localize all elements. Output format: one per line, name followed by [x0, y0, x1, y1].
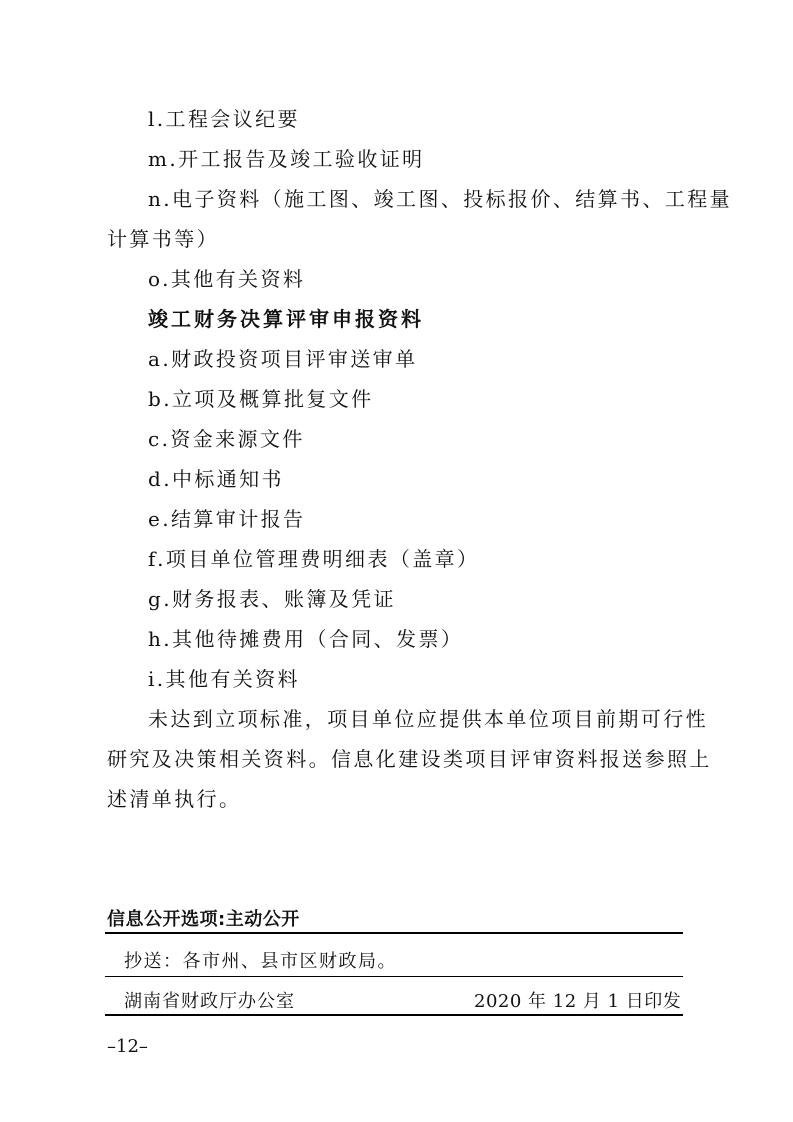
- list-item-a: a.财政投资项目评审送审单: [148, 347, 418, 371]
- issue-date: 2020 年 12 月 1 日印发: [474, 991, 682, 1012]
- page-number: –12–: [107, 1036, 148, 1057]
- section-heading: 竣工财务决算评审申报资料: [148, 307, 424, 331]
- list-item-n: n.电子资料（施工图、竣工图、投标报价、结算书、工程量: [148, 187, 733, 211]
- issuer: 湖南省财政厅办公室: [124, 991, 295, 1012]
- list-item-f: f.项目单位管理费明细表（盖章）: [148, 547, 480, 571]
- paragraph-line-2: 研究及决策相关资料。信息化建设类项目评审资料报送参照上: [107, 747, 712, 771]
- list-item-i: i.其他有关资料: [148, 667, 300, 691]
- divider-middle: [105, 976, 683, 977]
- list-item-e: e.结算审计报告: [148, 507, 306, 531]
- list-item-d: d.中标通知书: [148, 467, 284, 491]
- paragraph-line-1: 未达到立项标准，项目单位应提供本单位项目前期可行性: [148, 707, 708, 731]
- list-item-g: g.财务报表、账簿及凭证: [148, 587, 396, 611]
- list-item-l: l.工程会议纪要: [148, 107, 300, 131]
- list-item-h: h.其他待摊费用（合同、发票）: [148, 627, 464, 651]
- list-item-n-continued: 计算书等）: [107, 227, 219, 251]
- cc-line: 抄送：各市州、县市区财政局。: [124, 951, 397, 972]
- divider-top: [105, 932, 683, 934]
- list-item-c: c.资金来源文件: [148, 427, 305, 451]
- list-item-o: o.其他有关资料: [148, 267, 306, 291]
- paragraph-line-3: 述清单执行。: [107, 787, 242, 811]
- list-item-m: m.开工报告及竣工验收证明: [148, 147, 425, 171]
- list-item-b: b.立项及概算批复文件: [148, 387, 374, 411]
- disclosure-option: 信息公开选项:主动公开: [107, 909, 300, 930]
- divider-bottom: [105, 1014, 683, 1016]
